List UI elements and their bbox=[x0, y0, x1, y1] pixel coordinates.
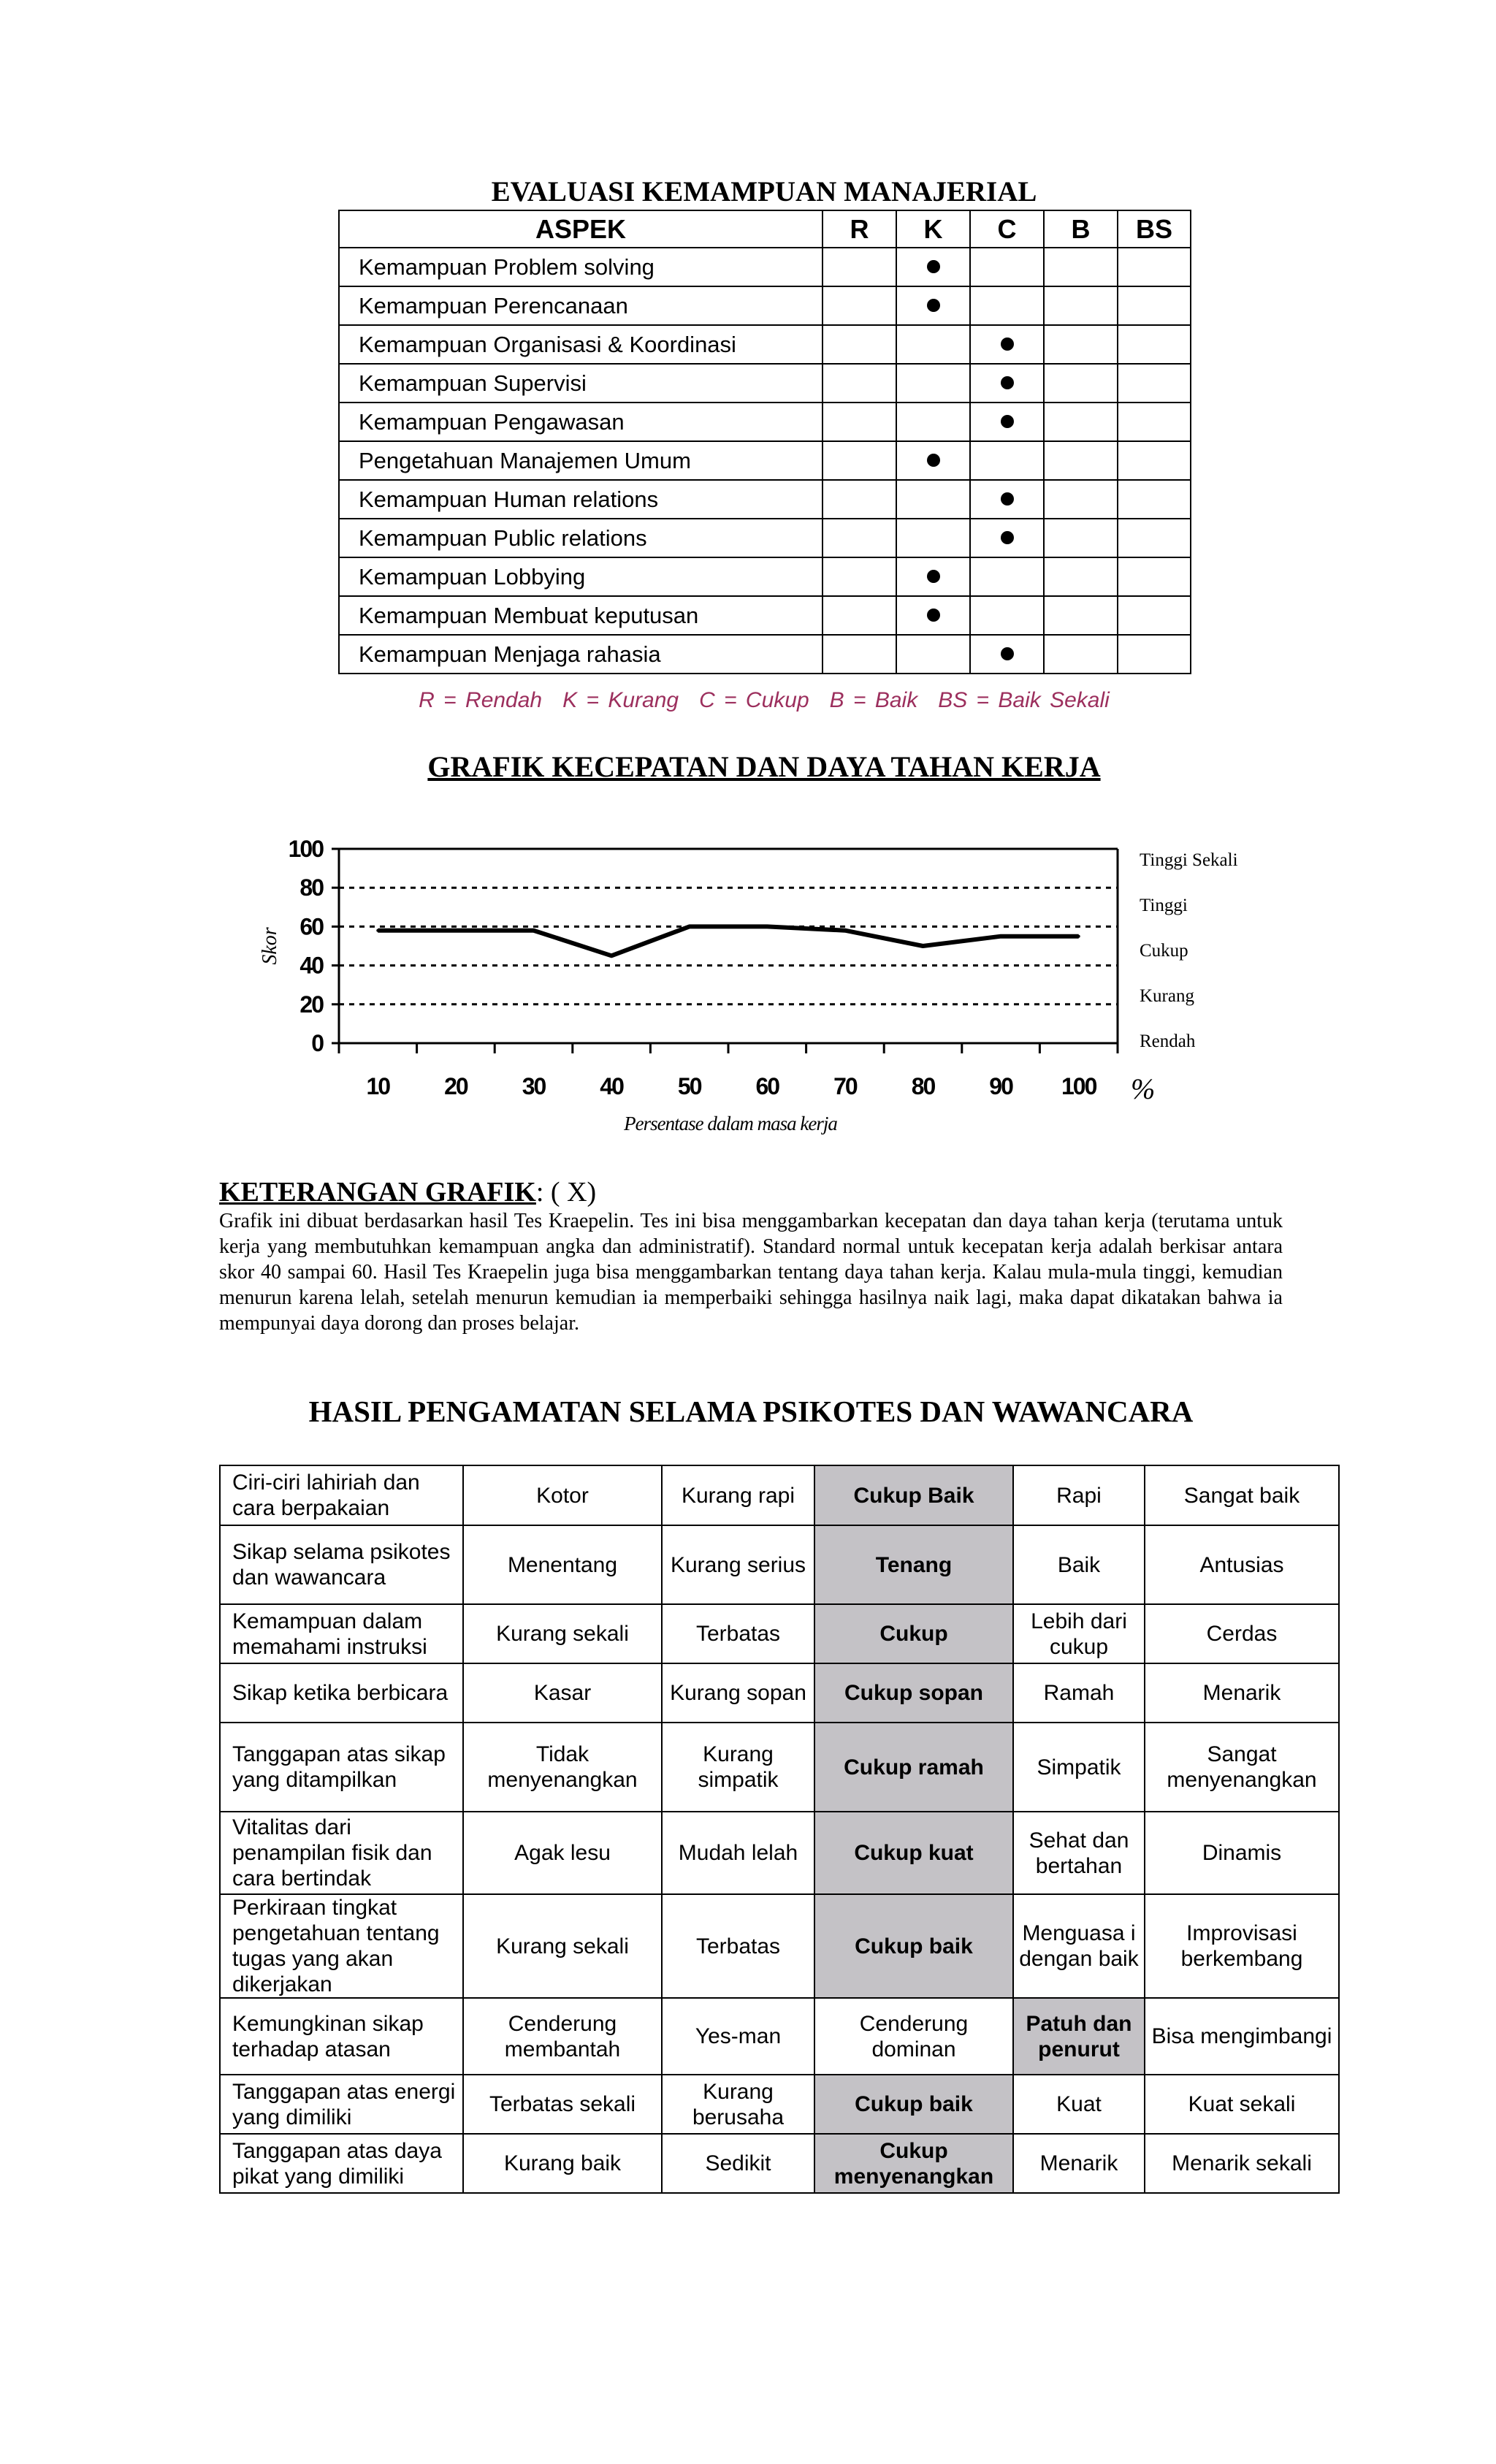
observation-option: Kurang rapi bbox=[662, 1465, 814, 1525]
observation-option-selected: Patuh dan penurut bbox=[1013, 1998, 1145, 2075]
eval-header-aspek: ASPEK bbox=[339, 210, 823, 248]
observation-option: Mudah lelah bbox=[662, 1812, 814, 1894]
eval-title: EVALUASI KEMAMPUAN MANAJERIAL bbox=[491, 176, 1037, 207]
eval-cell-r bbox=[823, 441, 896, 480]
x-tick-label: 60 bbox=[755, 1073, 779, 1099]
eval-cell-c bbox=[970, 441, 1044, 480]
y-tick-label: 0 bbox=[311, 1030, 323, 1056]
eval-cell-bs bbox=[1118, 519, 1191, 557]
eval-cell-k bbox=[896, 403, 970, 441]
eval-header-bs: BS bbox=[1118, 210, 1191, 248]
observation-option: Cenderung dominan bbox=[814, 1998, 1013, 2075]
eval-cell-b bbox=[1044, 519, 1118, 557]
observation-aspect-label: Ciri-ciri lahiriah dan cara berpakaian bbox=[220, 1465, 463, 1525]
observation-option: Kurang baik bbox=[463, 2134, 662, 2193]
eval-cell-r bbox=[823, 557, 896, 596]
rating-legend bbox=[338, 688, 1190, 713]
observation-option: Menguasa i dengan baik bbox=[1013, 1894, 1145, 1998]
observation-option: Kurang berusaha bbox=[662, 2075, 814, 2134]
eval-row bbox=[339, 557, 1191, 596]
eval-cell-c bbox=[970, 480, 1044, 519]
legend-item: R = Rendah bbox=[419, 688, 543, 712]
observation-aspect-label: Tanggapan atas sikap yang ditampilkan bbox=[220, 1723, 463, 1812]
eval-cell-c bbox=[970, 286, 1044, 325]
eval-cell-b bbox=[1044, 248, 1118, 286]
eval-cell-bs bbox=[1118, 286, 1191, 325]
data-point bbox=[766, 925, 768, 928]
zone-label: Tinggi Sekali bbox=[1140, 850, 1238, 870]
x-tick-label: 50 bbox=[677, 1073, 701, 1099]
keterangan-suffix: : ( X) bbox=[535, 1177, 597, 1208]
eval-aspect-label: Kemampuan Pengawasan bbox=[339, 403, 823, 441]
data-point bbox=[1077, 935, 1080, 938]
observation-aspect-label: Sikap selama psikotes dan wawancara bbox=[220, 1525, 463, 1604]
y-tick-label: 20 bbox=[299, 991, 323, 1018]
eval-header-k: K bbox=[896, 210, 970, 248]
eval-aspect-label: Pengetahuan Manajemen Umum bbox=[339, 441, 823, 480]
observation-aspect-label: Sikap ketika berbicara bbox=[220, 1663, 463, 1723]
observation-option-selected: Cukup ramah bbox=[814, 1723, 1013, 1812]
rating-dot-icon bbox=[1001, 531, 1014, 544]
observation-option: Terbatas bbox=[662, 1604, 814, 1663]
rating-dot-icon bbox=[1001, 647, 1014, 660]
eval-cell-r bbox=[823, 325, 896, 364]
eval-cell-b bbox=[1044, 596, 1118, 635]
observation-option: Terbatas sekali bbox=[463, 2075, 662, 2134]
eval-cell-bs bbox=[1118, 441, 1191, 480]
observation-option: Kurang sekali bbox=[463, 1604, 662, 1663]
x-tick-label: 30 bbox=[522, 1073, 546, 1099]
rating-dot-icon bbox=[927, 609, 940, 622]
y-axis-title: Skor bbox=[259, 927, 281, 965]
observation-option-selected: Cukup sopan bbox=[814, 1663, 1013, 1723]
observation-row bbox=[220, 1894, 1339, 1998]
observation-row bbox=[220, 1723, 1339, 1812]
eval-cell-k bbox=[896, 325, 970, 364]
eval-cell-b bbox=[1044, 441, 1118, 480]
eval-cell-c bbox=[970, 557, 1044, 596]
x-tick-label: 10 bbox=[366, 1073, 390, 1099]
observation-option: Ramah bbox=[1013, 1663, 1145, 1723]
observation-option: Kurang simpatik bbox=[662, 1723, 814, 1812]
x-tick-label: 20 bbox=[444, 1073, 468, 1099]
observation-option: Kurang sopan bbox=[662, 1663, 814, 1723]
eval-cell-bs bbox=[1118, 596, 1191, 635]
eval-aspect-label: Kemampuan Human relations bbox=[339, 480, 823, 519]
observation-option: Rapi bbox=[1013, 1465, 1145, 1525]
eval-cell-b bbox=[1044, 403, 1118, 441]
observation-option: Sehat dan bertahan bbox=[1013, 1812, 1145, 1894]
zone-label: Cukup bbox=[1140, 941, 1188, 961]
eval-cell-k bbox=[896, 364, 970, 403]
y-tick-label: 100 bbox=[288, 836, 323, 862]
observation-option: Kuat bbox=[1013, 2075, 1145, 2134]
eval-aspect-label: Kemampuan Organisasi & Koordinasi bbox=[339, 325, 823, 364]
eval-cell-r bbox=[823, 596, 896, 635]
eval-cell-b bbox=[1044, 325, 1118, 364]
observation-aspect-label: Kemungkinan sikap terhadap atasan bbox=[220, 1998, 463, 2075]
rating-dot-icon bbox=[1001, 492, 1014, 506]
x-axis-title: Persentase dalam masa kerja bbox=[624, 1113, 837, 1134]
eval-cell-r bbox=[823, 635, 896, 674]
eval-row bbox=[339, 286, 1191, 325]
observation-row bbox=[220, 1663, 1339, 1723]
eval-cell-bs bbox=[1118, 364, 1191, 403]
data-point bbox=[376, 929, 379, 932]
observation-option: Kuat sekali bbox=[1145, 2075, 1339, 2134]
eval-cell-r bbox=[823, 248, 896, 286]
observation-aspect-label: Vitalitas dari penampilan fisik dan cara bertindak bbox=[220, 1812, 463, 1894]
y-tick-label: 40 bbox=[299, 952, 323, 979]
observation-option: Kurang serius bbox=[662, 1525, 814, 1604]
observation-aspect-label: Kemampuan dalam memahami instruksi bbox=[220, 1604, 463, 1663]
eval-cell-bs bbox=[1118, 325, 1191, 364]
observation-option-selected: Cukup baik bbox=[814, 2075, 1013, 2134]
eval-cell-c bbox=[970, 325, 1044, 364]
eval-cell-c bbox=[970, 364, 1044, 403]
eval-aspect-label: Kemampuan Membuat keputusan bbox=[339, 596, 823, 635]
observation-option-selected: Cukup menyenangkan bbox=[814, 2134, 1013, 2193]
eval-cell-k bbox=[896, 286, 970, 325]
eval-cell-bs bbox=[1118, 480, 1191, 519]
observation-option: Menentang bbox=[463, 1525, 662, 1604]
observation-option: Dinamis bbox=[1145, 1812, 1339, 1894]
x-tick-label: 80 bbox=[911, 1073, 935, 1099]
observation-option: Menarik bbox=[1145, 1663, 1339, 1723]
observation-option: Kotor bbox=[463, 1465, 662, 1525]
eval-cell-c bbox=[970, 596, 1044, 635]
observation-option: Yes-man bbox=[662, 1998, 814, 2075]
observation-aspect-label: Perkiraan tingkat pengetahuan tentang tugas yang akan dikerjakan bbox=[220, 1894, 463, 1998]
zone-label: Rendah bbox=[1140, 1031, 1196, 1051]
eval-cell-r bbox=[823, 286, 896, 325]
eval-cell-bs bbox=[1118, 403, 1191, 441]
rating-dot-icon bbox=[1001, 415, 1014, 428]
series-line bbox=[378, 926, 1078, 956]
observation-option: Kurang sekali bbox=[463, 1894, 662, 1998]
observation-option-selected: Tenang bbox=[814, 1525, 1013, 1604]
chart-title: GRAFIK KECEPATAN DAN DAYA TAHAN KERJA bbox=[427, 750, 1101, 783]
eval-row bbox=[339, 596, 1191, 635]
eval-row bbox=[339, 403, 1191, 441]
observation-option: Improvisasi berkembang bbox=[1145, 1894, 1339, 1998]
data-point bbox=[844, 929, 847, 932]
eval-aspect-label: Kemampuan Menjaga rahasia bbox=[339, 635, 823, 674]
observation-option: Tidak menyenangkan bbox=[463, 1723, 662, 1812]
data-point bbox=[533, 929, 535, 932]
eval-aspect-label: Kemampuan Perencanaan bbox=[339, 286, 823, 325]
observation-option: Antusias bbox=[1145, 1525, 1339, 1604]
eval-cell-bs bbox=[1118, 557, 1191, 596]
observation-row bbox=[220, 1604, 1339, 1663]
keterangan-heading bbox=[219, 1176, 596, 1208]
eval-header-r: R bbox=[823, 210, 896, 248]
observation-option-selected: Cukup bbox=[814, 1604, 1013, 1663]
data-point bbox=[688, 925, 691, 928]
eval-row bbox=[339, 635, 1191, 674]
eval-cell-r bbox=[823, 480, 896, 519]
observation-aspect-label: Tanggapan atas daya pikat yang dimiliki bbox=[220, 2134, 463, 2193]
observation-option: Terbatas bbox=[662, 1894, 814, 1998]
rating-dot-icon bbox=[927, 570, 940, 583]
eval-aspect-label: Kemampuan Problem solving bbox=[339, 248, 823, 286]
observation-option: Cenderung membantah bbox=[463, 1998, 662, 2075]
legend-item: K = Kurang bbox=[562, 688, 679, 712]
observation-option: Sangat menyenangkan bbox=[1145, 1723, 1339, 1812]
observation-option: Bisa mengimbangi bbox=[1145, 1998, 1339, 2075]
eval-cell-c bbox=[970, 248, 1044, 286]
observation-option: Kasar bbox=[463, 1663, 662, 1723]
observation-option: Lebih dari cukup bbox=[1013, 1604, 1145, 1663]
eval-cell-b bbox=[1044, 635, 1118, 674]
observation-option-selected: Cukup baik bbox=[814, 1894, 1013, 1998]
eval-cell-b bbox=[1044, 557, 1118, 596]
eval-aspect-label: Kemampuan Supervisi bbox=[339, 364, 823, 403]
observation-table bbox=[219, 1465, 1340, 2194]
y-tick-label: 80 bbox=[299, 874, 323, 901]
eval-row bbox=[339, 519, 1191, 557]
observation-row bbox=[220, 1465, 1339, 1525]
eval-row bbox=[339, 441, 1191, 480]
eval-cell-c bbox=[970, 635, 1044, 674]
data-point bbox=[454, 929, 457, 932]
observation-row bbox=[220, 2134, 1339, 2193]
data-point bbox=[610, 954, 613, 957]
eval-cell-k bbox=[896, 519, 970, 557]
eval-cell-k bbox=[896, 480, 970, 519]
eval-cell-k bbox=[896, 557, 970, 596]
rating-dot-icon bbox=[1001, 337, 1014, 351]
eval-header-row bbox=[339, 210, 1191, 248]
eval-row bbox=[339, 480, 1191, 519]
eval-cell-k bbox=[896, 635, 970, 674]
legend-item: BS = Baik Sekali bbox=[938, 688, 1110, 712]
zone-label: Kurang bbox=[1140, 986, 1194, 1006]
observation-row bbox=[220, 1998, 1339, 2075]
eval-row bbox=[339, 325, 1191, 364]
y-tick-label: 60 bbox=[299, 913, 323, 940]
rating-dot-icon bbox=[927, 299, 940, 312]
rating-dot-icon bbox=[1001, 376, 1014, 389]
x-tick-label: 70 bbox=[833, 1073, 857, 1099]
eval-header-c: C bbox=[970, 210, 1044, 248]
eval-cell-r bbox=[823, 364, 896, 403]
eval-cell-k bbox=[896, 596, 970, 635]
observation-option: Baik bbox=[1013, 1525, 1145, 1604]
observation-row bbox=[220, 2075, 1339, 2134]
rating-dot-icon bbox=[927, 454, 940, 467]
eval-cell-bs bbox=[1118, 248, 1191, 286]
legend-item: C = Cukup bbox=[699, 688, 809, 712]
eval-aspect-label: Kemampuan Public relations bbox=[339, 519, 823, 557]
zone-label: Tinggi bbox=[1140, 896, 1188, 915]
eval-cell-r bbox=[823, 519, 896, 557]
observation-option: Menarik sekali bbox=[1145, 2134, 1339, 2193]
eval-cell-k bbox=[896, 441, 970, 480]
eval-cell-b bbox=[1044, 364, 1118, 403]
eval-cell-c bbox=[970, 403, 1044, 441]
eval-row bbox=[339, 364, 1191, 403]
eval-cell-r bbox=[823, 403, 896, 441]
observation-option: Agak lesu bbox=[463, 1812, 662, 1894]
data-point bbox=[922, 945, 925, 947]
eval-cell-b bbox=[1044, 286, 1118, 325]
observation-option: Cerdas bbox=[1145, 1604, 1339, 1663]
x-tick-label: 100 bbox=[1061, 1073, 1096, 1099]
eval-aspect-label: Kemampuan Lobbying bbox=[339, 557, 823, 596]
eval-table bbox=[338, 210, 1191, 674]
data-point bbox=[999, 935, 1002, 938]
rating-dot-icon bbox=[927, 260, 940, 273]
eval-cell-bs bbox=[1118, 635, 1191, 674]
observation-row bbox=[220, 1812, 1339, 1894]
eval-header-b: B bbox=[1044, 210, 1118, 248]
keterangan-title: KETERANGAN GRAFIK bbox=[219, 1177, 536, 1208]
keterangan-paragraph: Grafik ini dibuat berdasarkan hasil Tes Kraepelin. Tes ini bisa menggambarkan kecepatan dan daya tahan kerja (terutama untuk kerja yang membutuhkan kemampuan angka dan administratif). Standard normal untuk kecepatan kerja adalah berkisar antara skor 40 sampai 60. Hasil Tes Kraepelin juga bisa menggambarkan tentang daya tahan kerja. Kalau mula-mula tinggi, kemudian menurun karena lelah, setelah menurun kemudian ia memperbaiki sehingga hasilnya naik lagi, maka dapat dikatakan bahwa ia mempunyai daya dorong dan proses belajar. bbox=[219, 1210, 1283, 1335]
line-chart bbox=[219, 811, 1242, 1154]
observation-title: HASIL PENGAMATAN SELAMA PSIKOTES DAN WAWANCARA bbox=[308, 1395, 1194, 1428]
observation-option-selected: Cukup Baik bbox=[814, 1465, 1013, 1525]
x-tick-label: 90 bbox=[989, 1073, 1012, 1099]
eval-cell-b bbox=[1044, 480, 1118, 519]
observation-option: Sedikit bbox=[662, 2134, 814, 2193]
observation-option: Menarik bbox=[1013, 2134, 1145, 2193]
eval-cell-k bbox=[896, 248, 970, 286]
observation-option: Sangat baik bbox=[1145, 1465, 1339, 1525]
eval-row bbox=[339, 248, 1191, 286]
eval-cell-c bbox=[970, 519, 1044, 557]
x-unit-label: % bbox=[1131, 1072, 1156, 1105]
observation-row bbox=[220, 1525, 1339, 1604]
legend-item: B = Baik bbox=[829, 688, 918, 712]
observation-aspect-label: Tanggapan atas energi yang dimiliki bbox=[220, 2075, 463, 2134]
observation-option: Simpatik bbox=[1013, 1723, 1145, 1812]
x-tick-label: 40 bbox=[600, 1073, 623, 1099]
observation-option-selected: Cukup kuat bbox=[814, 1812, 1013, 1894]
